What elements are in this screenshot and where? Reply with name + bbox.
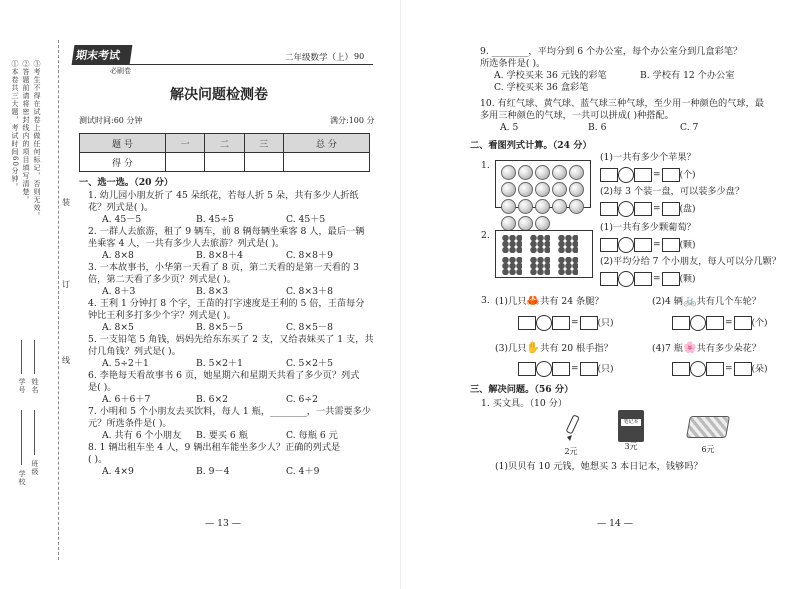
apple-icon (518, 182, 533, 197)
question-text: ( )。 (88, 454, 108, 465)
grape-icon (502, 257, 522, 275)
question-options (480, 122, 764, 134)
logo-sub: 必刷卷 (110, 67, 131, 75)
answer-box[interactable] (600, 272, 618, 286)
question-text: 8. 1 辆出租车坐 4 人，9 辆出租车能坐多少人？正确的列式是 (88, 442, 341, 453)
question-list (88, 190, 374, 478)
operator-circle[interactable] (618, 237, 634, 253)
page-title: 解决问题检测卷 (170, 87, 268, 103)
question-text: 3. 一本故事书，小华第一天看了 8 页，第二天看的是第一天看的 3 (88, 262, 360, 273)
score-cell[interactable] (165, 153, 204, 172)
problem-3-4 (652, 342, 761, 355)
apple-icon (535, 182, 550, 197)
binding-mark-1: 装 (62, 198, 70, 207)
score-cell[interactable] (283, 153, 369, 172)
score-col-3: 三 (244, 134, 283, 153)
answer-box[interactable] (672, 362, 690, 376)
score-col-label: 题 号 (80, 134, 166, 153)
question-text: 元？所选条件是( )。 (88, 418, 172, 429)
answer-box[interactable] (600, 238, 618, 252)
problem-3-number: 3. (481, 295, 490, 306)
field-class-line (34, 410, 35, 455)
question-text: 5. 一支铅笔 5 角钱，妈妈先给东东买了 2 支，又给表妹买了 1 支，共 (88, 334, 374, 345)
answer-box[interactable] (706, 316, 724, 330)
side-note-2: ②答题前请将密封线内的项目填写清楚。 (22, 60, 30, 204)
test-time: 测试时间:60 分钟 (79, 116, 143, 125)
problem-3-1-text: (1)几只 (495, 296, 527, 307)
answer-box[interactable] (518, 362, 536, 376)
problem-3-2-text-2: 共有几个车轮？ (696, 296, 761, 307)
option-b[interactable]: B. 8×3 (196, 286, 228, 297)
item-notebook (616, 410, 646, 452)
answer-box[interactable] (662, 238, 680, 252)
score-table (79, 133, 370, 172)
score-table-row (80, 153, 370, 172)
option-a[interactable]: A. 6＋6＋7 (102, 394, 151, 405)
question-text: 2. 一群人去旅游，租了 9 辆车，前 8 辆每辆坐乘客 8 人，最后一辆 (88, 226, 365, 237)
option-a[interactable]: A. 8×5 (102, 322, 134, 333)
header-rule (73, 64, 373, 65)
question-text: 坐乘客 4 人，一共有多少人去旅游？列式是( )。 (88, 238, 285, 249)
question-text: 1. 幼儿园小朋友折了 45 朵纸花，若每人折 5 朵，共有多少人折纸 (88, 190, 359, 201)
question-7 (88, 406, 374, 442)
item-pen-price: 2元 (564, 447, 578, 456)
option-b[interactable]: B. 6 (588, 122, 607, 133)
problem-3-4-text: (4)7 瓶 (652, 343, 683, 354)
notebook-icon (618, 410, 644, 442)
apple-icon (535, 165, 550, 180)
apple-picture (495, 160, 591, 208)
answer-box[interactable] (600, 168, 618, 182)
problem-2-number: 2. (481, 230, 490, 241)
option-c[interactable]: C. 4＋9 (286, 466, 320, 477)
answer-box[interactable] (706, 362, 724, 376)
question-options (88, 430, 374, 442)
problem-buy-sub-1: (1)贝贝有 10 元钱，她想买 3 本日记本，钱够吗？ (495, 461, 703, 472)
question-text: 6. 李艳每天看故事书 6 页，她星期六和星期天共看了多少页？列式 (88, 370, 360, 381)
operator-circle[interactable] (536, 315, 552, 331)
answer-row: = (颗) (600, 271, 696, 287)
option-c[interactable]: C. 5×2＋5 (286, 358, 333, 369)
question-options (88, 466, 374, 478)
option-b[interactable]: B. 45÷5 (196, 214, 234, 225)
field-school-line (21, 410, 22, 465)
flower-vase-icon: 🌸 (682, 341, 697, 354)
operator-circle[interactable] (618, 271, 634, 287)
option-c[interactable]: C. 学校买来 36 盒彩笔 (494, 82, 589, 93)
binding-strip (0, 0, 70, 589)
question-text: 花？列式是( )。 (88, 202, 154, 213)
problem-3-1-text-2: 共有 24 条腿？ (540, 296, 604, 307)
answer-box[interactable] (662, 202, 680, 216)
score-cell[interactable] (205, 153, 244, 172)
option-b[interactable]: B. 学校有 12 个办公室 (640, 70, 735, 81)
answer-box[interactable] (734, 362, 752, 376)
option-c[interactable]: C. 45＋5 (286, 214, 326, 225)
option-a[interactable]: A. 共有 6 个小朋友 (102, 430, 182, 441)
answer-row: = (个) (672, 315, 768, 331)
question-text: 4. 王利 1 分钟打 8 个字，王苗的打字速度是王利的 5 倍，王苗每分 (88, 298, 365, 309)
question-options (88, 286, 374, 298)
apple-icon (501, 182, 516, 197)
hand-icon: ✋ (526, 341, 541, 354)
pen-icon (560, 413, 582, 443)
option-c[interactable]: C. 8×5－8 (286, 322, 333, 333)
problem-3-3-text: (3)几只 (495, 343, 527, 354)
field-class: 班级 (31, 460, 39, 476)
problem-1-number: 1. (481, 160, 490, 171)
grape-icon (530, 235, 550, 253)
operator-circle[interactable] (690, 315, 706, 331)
score-col-total: 总 分 (283, 134, 369, 153)
unit-label: (颗) (679, 240, 696, 251)
answer-box[interactable] (552, 362, 570, 376)
question-10 (480, 98, 764, 134)
bicycle-icon: 🚲 (682, 294, 697, 307)
item-pencil-case-price: 6元 (701, 445, 715, 454)
question-options (88, 250, 374, 262)
problem-2-q2: (2)平均分给 7 个小朋友，每人可以分几颗？ (600, 256, 781, 267)
question-text: 10. 有红气球、黄气球、蓝气球三种气球，至少用一种颜色的气球，最 (480, 98, 764, 109)
answer-box[interactable] (734, 316, 752, 330)
score-cell[interactable] (244, 153, 283, 172)
grape-icon (558, 235, 578, 253)
option-a[interactable]: A. 5 (500, 122, 519, 133)
answer-box[interactable] (662, 272, 680, 286)
option-a[interactable]: A. 8＋3 (102, 286, 136, 297)
answer-box[interactable] (518, 316, 536, 330)
question-options (480, 70, 742, 82)
side-note-1: ①本卷共三大题，考试时间60分钟。 (11, 60, 19, 191)
field-school: 学校 (18, 470, 26, 486)
problem-1-q2: (2)每 3 个装一盘，可以装多少盘？ (600, 186, 745, 197)
page-divider (400, 0, 401, 589)
question-6 (88, 370, 374, 406)
grape-icon (558, 257, 578, 275)
answer-row: = (只) (518, 315, 614, 331)
option-a[interactable]: A. 8×8 (102, 250, 134, 261)
full-score: 满分:100 分 (330, 116, 375, 125)
apple-icon (501, 165, 516, 180)
option-b[interactable]: B. 5×2＋1 (196, 358, 244, 369)
field-name: 姓名 (31, 378, 39, 394)
problem-3-4-text-2: 共有多少朵花？ (696, 343, 761, 354)
option-b[interactable]: B. 8×8＋4 (196, 250, 244, 261)
apple-icon (518, 165, 533, 180)
apple-icon (569, 182, 584, 197)
operator-circle[interactable] (536, 361, 552, 377)
unit-label: (盘) (679, 204, 696, 215)
question-text: 9. ________，平均分到 6 个办公室，每个办公室分到几盒彩笔？ (480, 46, 743, 57)
option-b[interactable]: B. 9－4 (196, 466, 230, 477)
option-a[interactable]: A. 45－5 (102, 214, 142, 225)
unit-label: (朵) (751, 364, 768, 375)
question-options (88, 358, 374, 370)
binding-mark-2: 订 (62, 280, 70, 289)
question-options (88, 394, 374, 406)
option-c[interactable]: C. 6÷2 (286, 394, 318, 405)
apple-icon (569, 165, 584, 180)
answer-box[interactable] (552, 316, 570, 330)
option-b[interactable]: B. 要买 6 瓶 (196, 430, 248, 441)
unit-label: (个) (751, 318, 768, 329)
exam-logo (73, 45, 131, 79)
problem-buy-stationery: 1. 买文具。（10 分） (481, 398, 568, 409)
question-1 (88, 190, 374, 226)
answer-row: = (个) (600, 167, 696, 183)
score-table-head (80, 134, 370, 153)
option-b[interactable]: B. 8×5－5 (196, 322, 244, 333)
question-text: 所选条件是( )。 (480, 58, 546, 69)
problem-3-3-text-2: 共有 20 根手指？ (540, 343, 613, 354)
apple-icon (552, 199, 567, 214)
answer-box[interactable] (662, 168, 680, 182)
answer-row: = (朵) (672, 361, 768, 377)
answer-row: = (盘) (600, 201, 696, 217)
operator-circle[interactable] (690, 361, 706, 377)
subject-label: 二年级数学（上） (285, 53, 354, 63)
answer-box[interactable] (634, 238, 652, 252)
question-8 (88, 442, 374, 478)
problem-2-q1: (1)一共有多少颗葡萄？ (600, 222, 696, 233)
problem-3-3 (495, 342, 613, 355)
problem-3-1 (495, 295, 604, 308)
operator-circle[interactable] (618, 167, 634, 183)
answer-box[interactable] (600, 202, 618, 216)
answer-box[interactable] (580, 316, 598, 330)
question-text: 倍，第二天看了多少页？列式是( )。 (88, 274, 236, 285)
question-2 (88, 226, 374, 262)
header-page-code: 90 (354, 52, 365, 61)
answer-box[interactable] (634, 272, 652, 286)
operator-circle[interactable] (618, 201, 634, 217)
apple-icon (552, 182, 567, 197)
apple-icon (518, 199, 533, 214)
answer-box[interactable] (580, 362, 598, 376)
answer-row: = (只) (518, 361, 614, 377)
problem-1-q1: (1)一共有多少个苹果？ (600, 152, 696, 163)
field-id-line (21, 340, 22, 374)
answer-box[interactable] (672, 316, 690, 330)
unit-label: (只) (597, 318, 614, 329)
option-a[interactable]: A. 5÷2＋1 (102, 358, 149, 369)
answer-row: = (颗) (600, 237, 696, 253)
apple-icon (518, 216, 533, 231)
question-5 (88, 334, 374, 370)
apple-icon (501, 216, 516, 231)
option-a[interactable]: A. 学校买来 36 元钱的彩笔 (494, 70, 607, 81)
answer-box[interactable] (634, 168, 652, 182)
grape-icon (502, 235, 522, 253)
side-note-3: ③考生不得在试卷上做任何标记，否则无效。 (33, 60, 41, 220)
question-text: 是( )。 (88, 382, 117, 393)
pencil-case-icon (686, 416, 730, 438)
item-pen (556, 413, 586, 457)
score-col-2: 二 (205, 134, 244, 153)
option-c[interactable]: C. 每瓶 6 元 (286, 430, 338, 441)
question-options (88, 214, 374, 226)
item-pencil-case (688, 416, 728, 455)
field-id: 学号 (18, 378, 26, 394)
unit-label: (个) (679, 170, 696, 181)
question-options (88, 322, 374, 334)
option-c[interactable]: C. 7 (680, 122, 699, 133)
question-text: 钟比王利多打多少个字？列式是( )。 (88, 310, 236, 321)
binding-line (58, 40, 59, 560)
logo-main: 期末考试 (72, 45, 133, 65)
score-row-label: 得 分 (80, 153, 166, 172)
section-2-heading: 二、看图列式计算。（24 分） (470, 140, 592, 151)
question-9 (480, 46, 742, 94)
apple-icon (535, 199, 550, 214)
question-text: 多用三种颜色的气球，一共可以拼成( )种搭配。 (480, 110, 674, 121)
apple-icon (535, 216, 550, 231)
item-notebook-price: 3元 (624, 442, 638, 451)
answer-box[interactable] (634, 202, 652, 216)
option-a[interactable]: A. 4×9 (102, 466, 134, 477)
unit-label: (只) (597, 364, 614, 375)
unit-label: (颗) (679, 274, 696, 285)
problem-3-2 (652, 295, 761, 308)
page-number-left: — 13 — (205, 518, 241, 529)
page-number-right: — 14 — (597, 518, 633, 529)
option-c[interactable]: C. 8×3＋8 (286, 286, 333, 297)
crab-icon: 🦀 (526, 294, 541, 307)
question-options (480, 82, 742, 94)
problem-3-2-text: (2)4 辆 (652, 296, 683, 307)
binding-mark-3: 线 (62, 356, 70, 365)
score-col-1: 一 (165, 134, 204, 153)
question-4 (88, 298, 374, 334)
section-1-heading: 一、选一选。（20 分） (79, 177, 174, 188)
option-b[interactable]: B. 6×2 (196, 394, 228, 405)
question-3 (88, 262, 374, 298)
notebook-cover-text: 笔记本 (621, 419, 641, 426)
field-name-line (34, 340, 35, 374)
apple-icon (501, 199, 516, 214)
apple-icon (569, 199, 584, 214)
section-3-heading: 三、解决问题。（56 分） (470, 384, 574, 395)
apple-icon (552, 165, 567, 180)
question-text: 7. 小明和 5 个小朋友去买饮料，每人 1 瓶，________，一共需要多少 (88, 406, 372, 417)
option-c[interactable]: C. 8×8＋9 (286, 250, 333, 261)
grape-icon (530, 257, 550, 275)
question-text: 付几角钱？列式是( )。 (88, 346, 181, 357)
grape-picture (495, 230, 593, 278)
